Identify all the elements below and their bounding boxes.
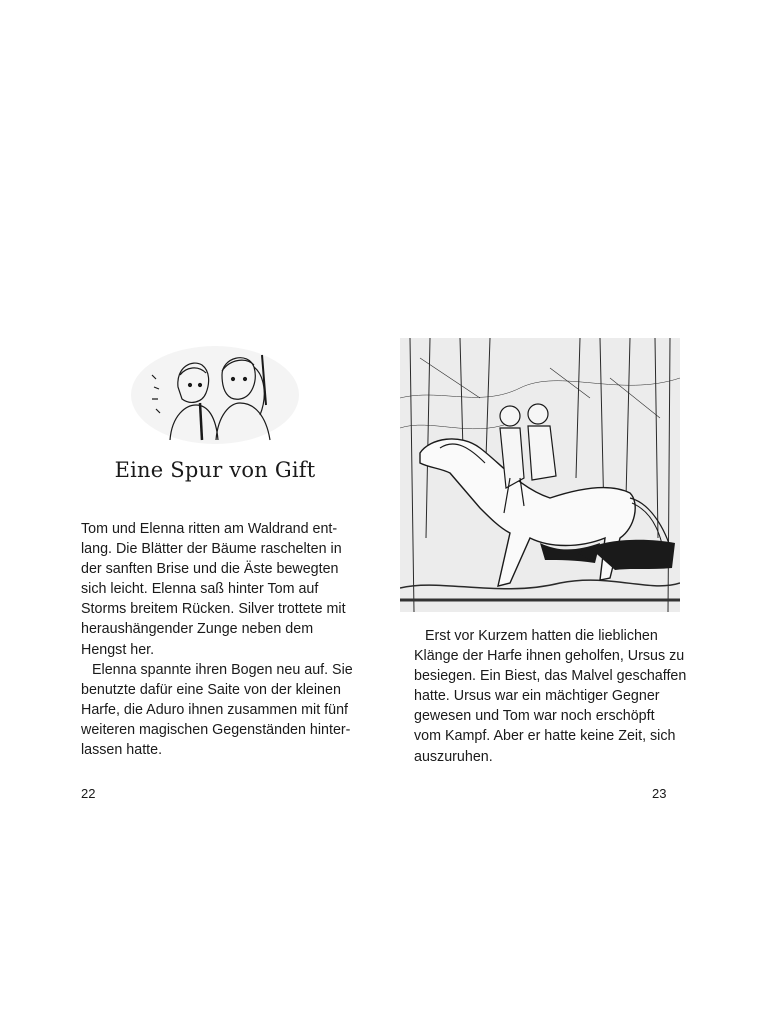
text-line: besiegen. Ein Biest, das Malvel geschaffen <box>414 668 687 685</box>
text-line: der sanften Brise und die Äste bewegten <box>81 561 339 578</box>
text-line: hatte. Ursus war ein mächtiger Gegner <box>414 688 660 705</box>
text-line: gewesen und Tom war noch erschöpft <box>414 708 655 725</box>
forest-horse-illustration <box>400 338 680 612</box>
text-line: Tom und Elenna ritten am Waldrand ent- <box>81 521 338 537</box>
text-line: Erst vor Kurzem hatten die lieblichen <box>425 628 658 644</box>
paragraph <box>81 660 366 760</box>
text-line: vom Kampf. Aber er hatte keine Zeit, sich <box>414 728 676 745</box>
text-line: Klänge der Harfe ihnen geholfen, Ursus zu <box>414 648 685 665</box>
text-line: Storms breitem Rücken. Silver trottete mit <box>81 601 346 618</box>
text-line: Hengst her. <box>81 641 155 658</box>
text-line: sich leicht. Elenna saß hinter Tom auf <box>81 581 319 598</box>
page-number: 23 <box>652 786 667 801</box>
left-page-body-text <box>81 519 366 760</box>
text-line: benutzte dafür eine Saite von der kleinen <box>81 681 341 698</box>
text-line: heraushängender Zunge neben dem <box>81 621 314 638</box>
text-line: Harfe, die Aduro ihnen zusammen mit fünf <box>81 701 349 718</box>
text-line: auszuruhen. <box>414 748 493 765</box>
vignette-illustration <box>130 345 300 445</box>
text-line: lang. Die Blätter der Bäume raschelten in <box>81 541 342 558</box>
paragraph <box>81 519 366 660</box>
right-page-body-text <box>414 626 694 767</box>
paragraph <box>414 626 694 767</box>
text-line: weiteren magischen Gegenständen hinter- <box>81 721 351 738</box>
chapter-title: Eine Spur von Gift <box>114 458 316 482</box>
text-line: lassen hatte. <box>81 742 163 759</box>
page-number: 22 <box>81 786 96 801</box>
text-line: Elenna spannte ihren Bogen neu auf. Sie <box>92 661 353 678</box>
